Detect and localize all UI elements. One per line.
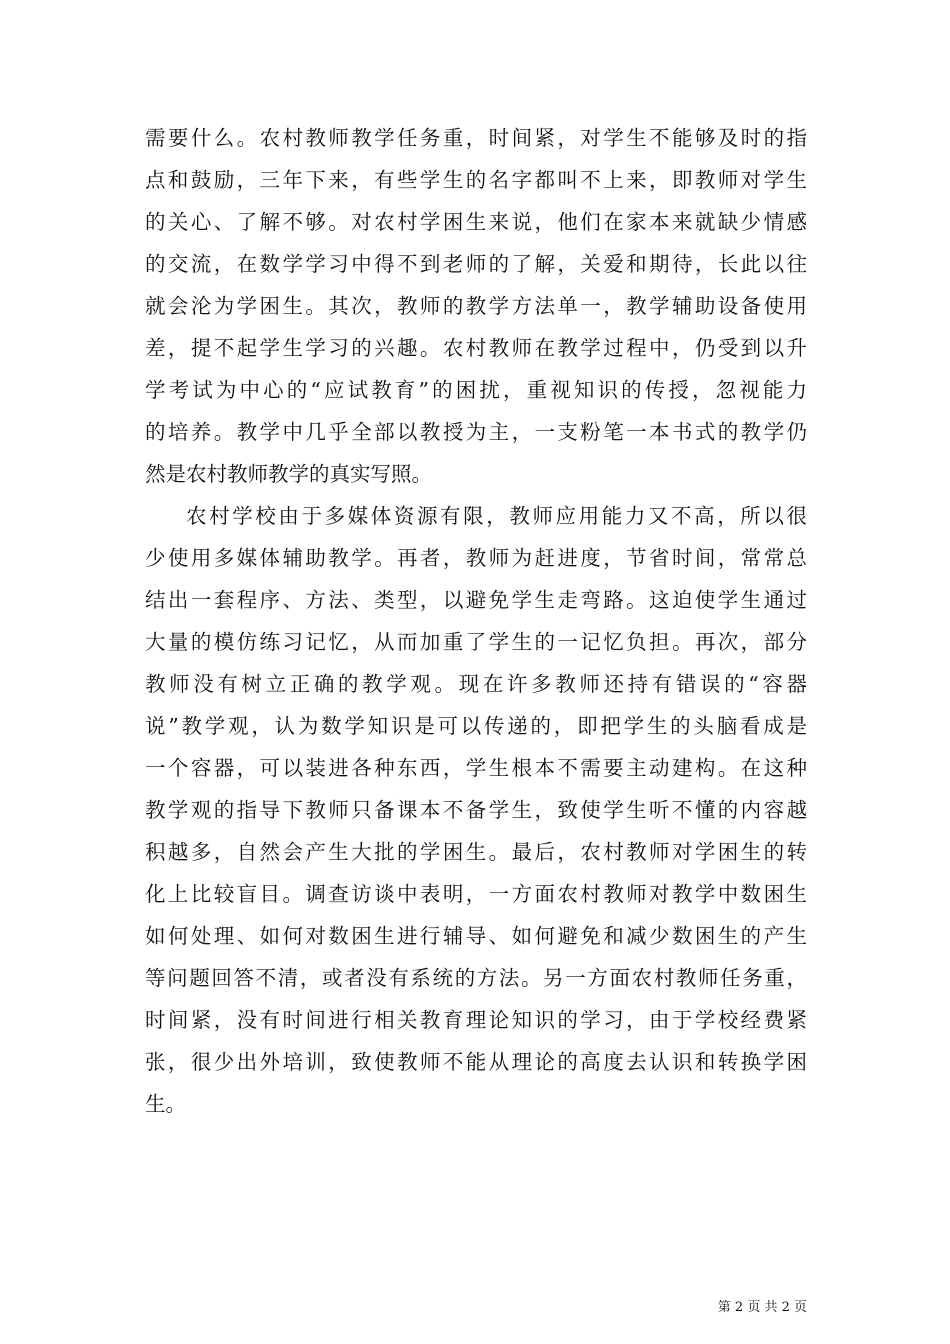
text-line: 一个容器，可以装进各种东西，学生根本不需要主动建构。在这种 xyxy=(145,756,807,780)
text-line: 的培养。教学中几乎全部以教授为主，一支粉笔一本书式的教学仍 xyxy=(145,420,807,444)
text-line: 积越多，自然会产生大批的学困生。最后，农村教师对学困生的转 xyxy=(145,840,807,864)
text-line: 需要什么。农村教师教学任务重，时间紧，对学生不能够及时的指 xyxy=(145,126,807,150)
text-line: 农村学校由于多媒体资源有限，教师应用能力又不高，所以很 xyxy=(186,504,807,528)
text-line: 点和鼓励，三年下来，有些学生的名字都叫不上来，即教师对学生 xyxy=(145,168,807,192)
text-line: 教学观的指导下教师只备课本不备学生，致使学生听不懂的内容越 xyxy=(145,798,807,822)
text-line: 等问题回答不清，或者没有系统的方法。另一方面农村教师任务重， xyxy=(145,966,807,990)
page-number: 第 2 页 共 2 页 xyxy=(717,1300,807,1315)
paragraph-1 xyxy=(145,117,807,495)
text-line: 教师没有树立正确的教学观。现在许多教师还持有错误的“容器 xyxy=(145,672,807,696)
text-line: 的关心、了解不够。对农村学困生来说，他们在家本来就缺少情感 xyxy=(145,210,807,234)
text-line: 化上比较盲目。调查访谈中表明，一方面农村教师对教学中数困生 xyxy=(145,882,807,906)
text-line: 大量的模仿练习记忆，从而加重了学生的一记忆负担。再次，部分 xyxy=(145,630,807,654)
text-line: 然是农村教师教学的真实写照。 xyxy=(145,462,432,486)
paragraph-2 xyxy=(145,495,807,1125)
text-line: 少使用多媒体辅助教学。再者，教师为赶进度，节省时间，常常总 xyxy=(145,546,807,570)
text-line: 就会沦为学困生。其次，教师的教学方法单一，教学辅助设备使用 xyxy=(145,294,807,318)
text-line: 的交流，在数学学习中得不到老师的了解，关爱和期待，长此以往 xyxy=(145,252,807,276)
text-line: 如何处理、如何对数困生进行辅导、如何避免和减少数困生的产生 xyxy=(145,924,807,948)
text-line: 结出一套程序、方法、类型，以避免学生走弯路。这迫使学生通过 xyxy=(145,588,807,612)
text-line: 张，很少出外培训，致使教师不能从理论的高度去认识和转换学困 xyxy=(145,1050,807,1074)
text-line: 学考试为中心的“应试教育”的困扰，重视知识的传授，忽视能力 xyxy=(145,378,807,402)
text-line: 时间紧，没有时间进行相关教育理论知识的学习，由于学校经费紧 xyxy=(145,1008,807,1032)
text-line: 生。 xyxy=(145,1092,186,1116)
body-text xyxy=(145,117,807,1125)
text-line: 差，提不起学生学习的兴趣。农村教师在教学过程中，仍受到以升 xyxy=(145,336,807,360)
text-line: 说”教学观，认为数学知识是可以传递的，即把学生的头脑看成是 xyxy=(145,714,807,738)
